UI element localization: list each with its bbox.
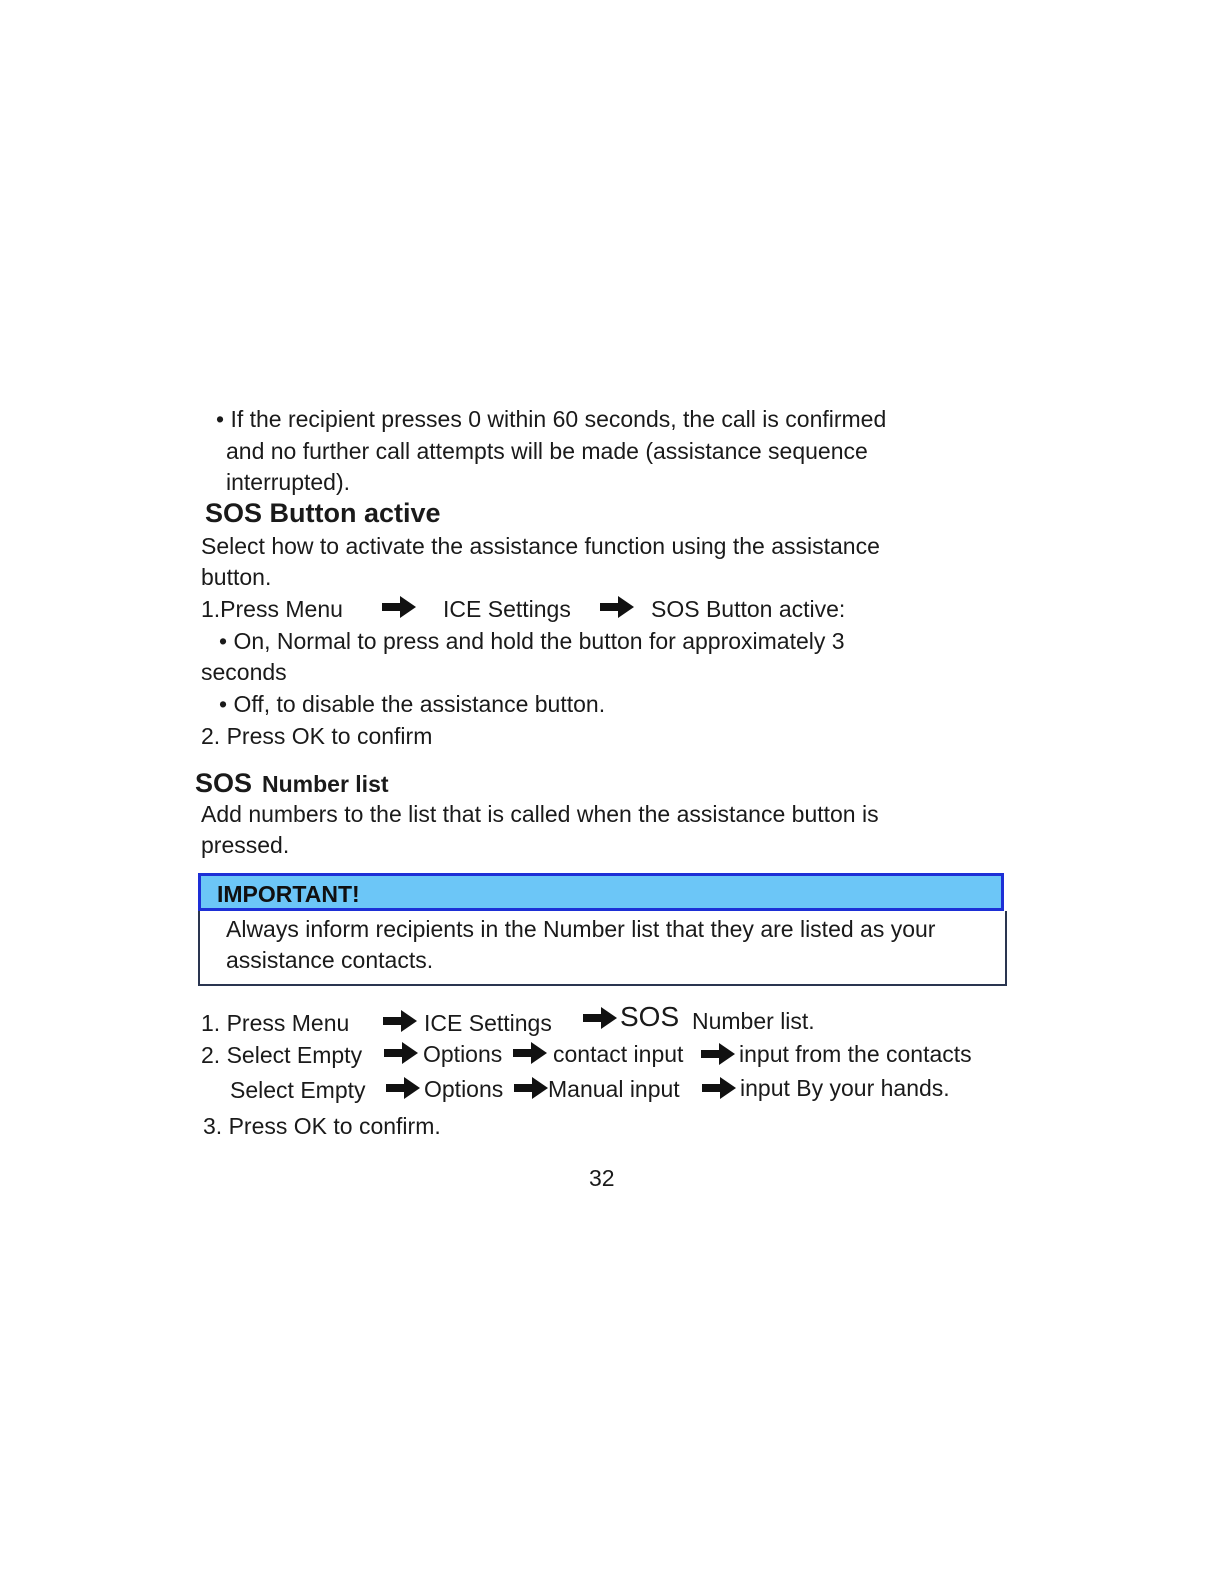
- para-line: interrupted).: [226, 469, 351, 495]
- arrow-right-icon: [699, 1041, 737, 1067]
- section-desc: Add numbers to the list that is called when the assistance button is: [201, 801, 879, 827]
- step-text: SOS Button active:: [651, 596, 846, 622]
- step-text: Select Empty: [230, 1077, 366, 1103]
- step-text: input from the contacts: [739, 1041, 972, 1067]
- bullet-line: • On, Normal to press and hold the button for approximately 3: [219, 628, 845, 654]
- arrow-right-icon: [581, 1005, 619, 1031]
- bullet-line: seconds: [201, 659, 287, 685]
- important-text: Always inform recipients in the Number list that they are listed as your: [226, 916, 936, 942]
- step-text-sos: SOS: [620, 1001, 680, 1032]
- step-text: ICE Settings: [424, 1010, 552, 1036]
- section-title-prefix: SOS: [195, 768, 253, 798]
- arrow-right-icon: [598, 594, 636, 620]
- step-text: Manual input: [548, 1076, 680, 1102]
- step-text: 1.Press Menu: [201, 596, 343, 622]
- step-text: contact input: [553, 1041, 684, 1067]
- arrow-right-icon: [512, 1075, 550, 1101]
- bullet-line: • Off, to disable the assistance button.: [219, 691, 606, 717]
- important-title: IMPORTANT!: [217, 881, 360, 907]
- section-title-sos-button-active: SOS Button active: [205, 498, 441, 528]
- step-text: 3. Press OK to confirm.: [203, 1113, 441, 1139]
- arrow-right-icon: [511, 1040, 549, 1066]
- step-text: input By your hands.: [740, 1075, 950, 1101]
- step-text: 2. Select Empty: [201, 1042, 363, 1068]
- section-desc: Select how to activate the assistance function using the assistance: [201, 533, 880, 559]
- section-title-number-list: Number list: [262, 771, 389, 797]
- section-desc: button.: [201, 564, 272, 590]
- arrow-right-icon: [382, 1040, 420, 1066]
- section-desc: pressed.: [201, 832, 290, 858]
- important-box-header: [198, 873, 1004, 911]
- para-line: • If the recipient presses 0 within 60 seconds, the call is confirmed: [216, 406, 887, 432]
- page-number: 32: [589, 1165, 615, 1191]
- step-text: 1. Press Menu: [201, 1010, 350, 1036]
- step-text: ICE Settings: [443, 596, 571, 622]
- step-text: Options: [424, 1076, 504, 1102]
- arrow-right-icon: [700, 1075, 738, 1101]
- step-text: 2. Press OK to confirm: [201, 723, 433, 749]
- step-text: Number list.: [692, 1008, 815, 1034]
- arrow-right-icon: [381, 1008, 419, 1034]
- step-text: Options: [423, 1041, 503, 1067]
- para-line: and no further call attempts will be made (assistance sequence: [226, 438, 868, 464]
- arrow-right-icon: [384, 1075, 422, 1101]
- important-text: assistance contacts.: [226, 947, 434, 973]
- arrow-right-icon: [380, 594, 418, 620]
